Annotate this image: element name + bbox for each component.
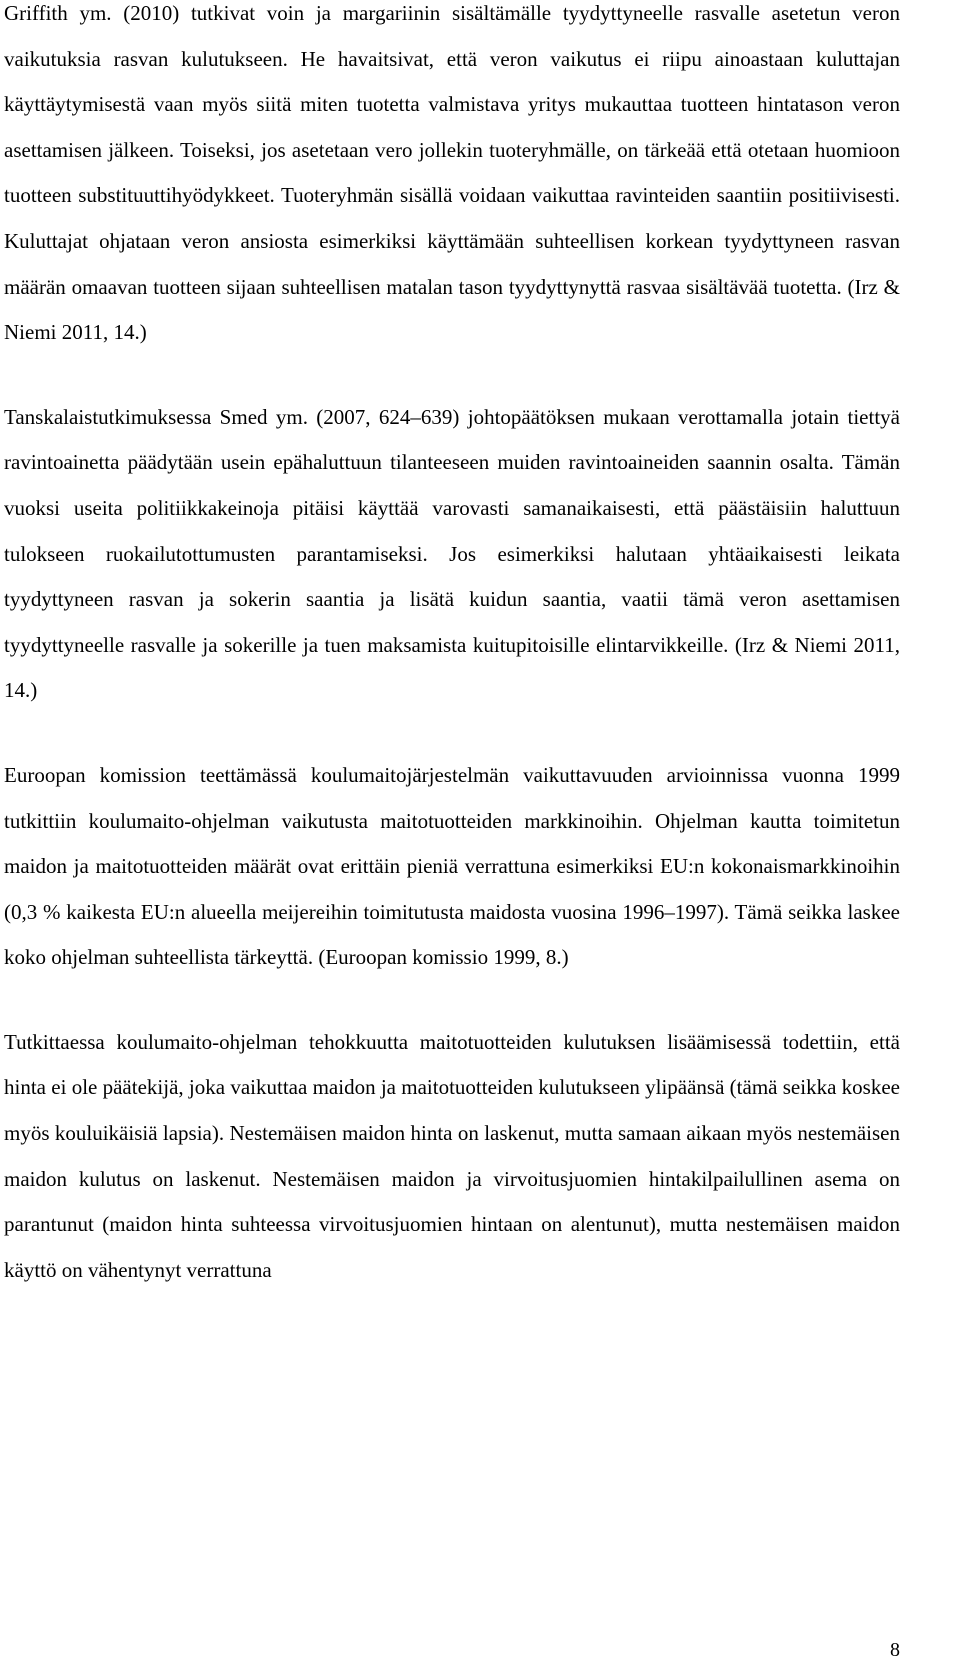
document-page bbox=[4, 0, 900, 1293]
page-number: 8 bbox=[890, 1639, 900, 1661]
body-paragraph: Griffith ym. (2010) tutkivat voin ja margariinin sisältämälle tyydyttyneelle rasvalle asetetun veron vaikutuksia rasvan kulutukseen. He havaitsivat, että veron vaikutus ei riipu ainoastaan kuluttajan käyttäytymisestä vaan myös siitä miten tuotetta valmistava yritys mukauttaa tuotteen hintatason veron asettamisen jälkeen. Toiseksi, jos asetetaan vero jollekin tuoteryhmälle, on tärkeää että otetaan huomioon tuotteen substituuttihyödykkeet. Tuoteryhmän sisällä voidaan vaikuttaa ravinteiden saantiin positiivisesti. Kuluttajat ohjataan veron ansiosta esimerkiksi käyttämään suhteellisen korkean tyydyttyneen rasvan määrän omaavan tuotteen sijaan suhteellisen matalan tason tyydyttynyttä rasvaa sisältävää tuotetta. (Irz & Niemi 2011, 14.) bbox=[4, 1, 900, 345]
body-paragraph: Euroopan komission teettämässä koulumaitojärjestelmän vaikuttavuuden arvioinnissa vuonna 1999 tutkittiin koulumaito-ohjelman vaikutusta maitotuotteiden markkinoihin. Ohjelman kautta toimitetun maidon ja maitotuotteiden määrät ovat erittäin pieniä verrattuna esimerkiksi EU:n kokonaismarkkinoihin (0,3 % kaikesta EU:n alueella meijereihin toimitutusta maidosta vuosina 1996–1997). Tämä seikka laskee koko ohjelman suhteellista tärkeyttä. (Euroopan komissio 1999, 8.) bbox=[4, 762, 900, 970]
body-paragraph: Tutkittaessa koulumaito-ohjelman tehokkuutta maitotuotteiden kulutuksen lisäämisessä todettiin, että hinta ei ole päätekijä, joka vaikuttaa maidon ja maitotuotteiden kulutukseen ylipäänsä (tämä seikka koskee myös kouluikäisiä lapsia). Nestemäisen maidon hinta on laskenut, mutta samaan aikaan myös nestemäisen maidon kulutus on laskenut. Nestemäisen maidon ja virvoitusjuomien hintakilpailullinen asema on parantunut (maidon hinta suhteessa virvoitusjuomien hintaan on alentunut), mutta nestemäisen maidon käyttö on vähentynyt verrattuna bbox=[4, 1029, 900, 1282]
body-paragraph: Tanskalaistutkimuksessa Smed ym. (2007, 624–639) johtopäätöksen mukaan verottamalla jotain tiettyä ravintoainetta päädytään usein epähaluttuun tilanteeseen muiden ravintoaineiden saannin osalta. Tämän vuoksi useita politiikkakeinoja pitäisi käyttää varovasti samanaikaisesti, että päästäisiin haluttuun tulokseen ruokailutottumusten parantamiseksi. Jos esimerkiksi halutaan yhtäaikaisesti leikata tyydyttyneen rasvan ja sokerin saantia ja lisätä kuidun saantia, vaatii tämä veron asettamisen tyydyttyneelle rasvalle ja sokerille ja tuen maksamista kuitupitoisille elintarvikkeille. (Irz & Niemi 2011, 14.) bbox=[4, 404, 900, 703]
